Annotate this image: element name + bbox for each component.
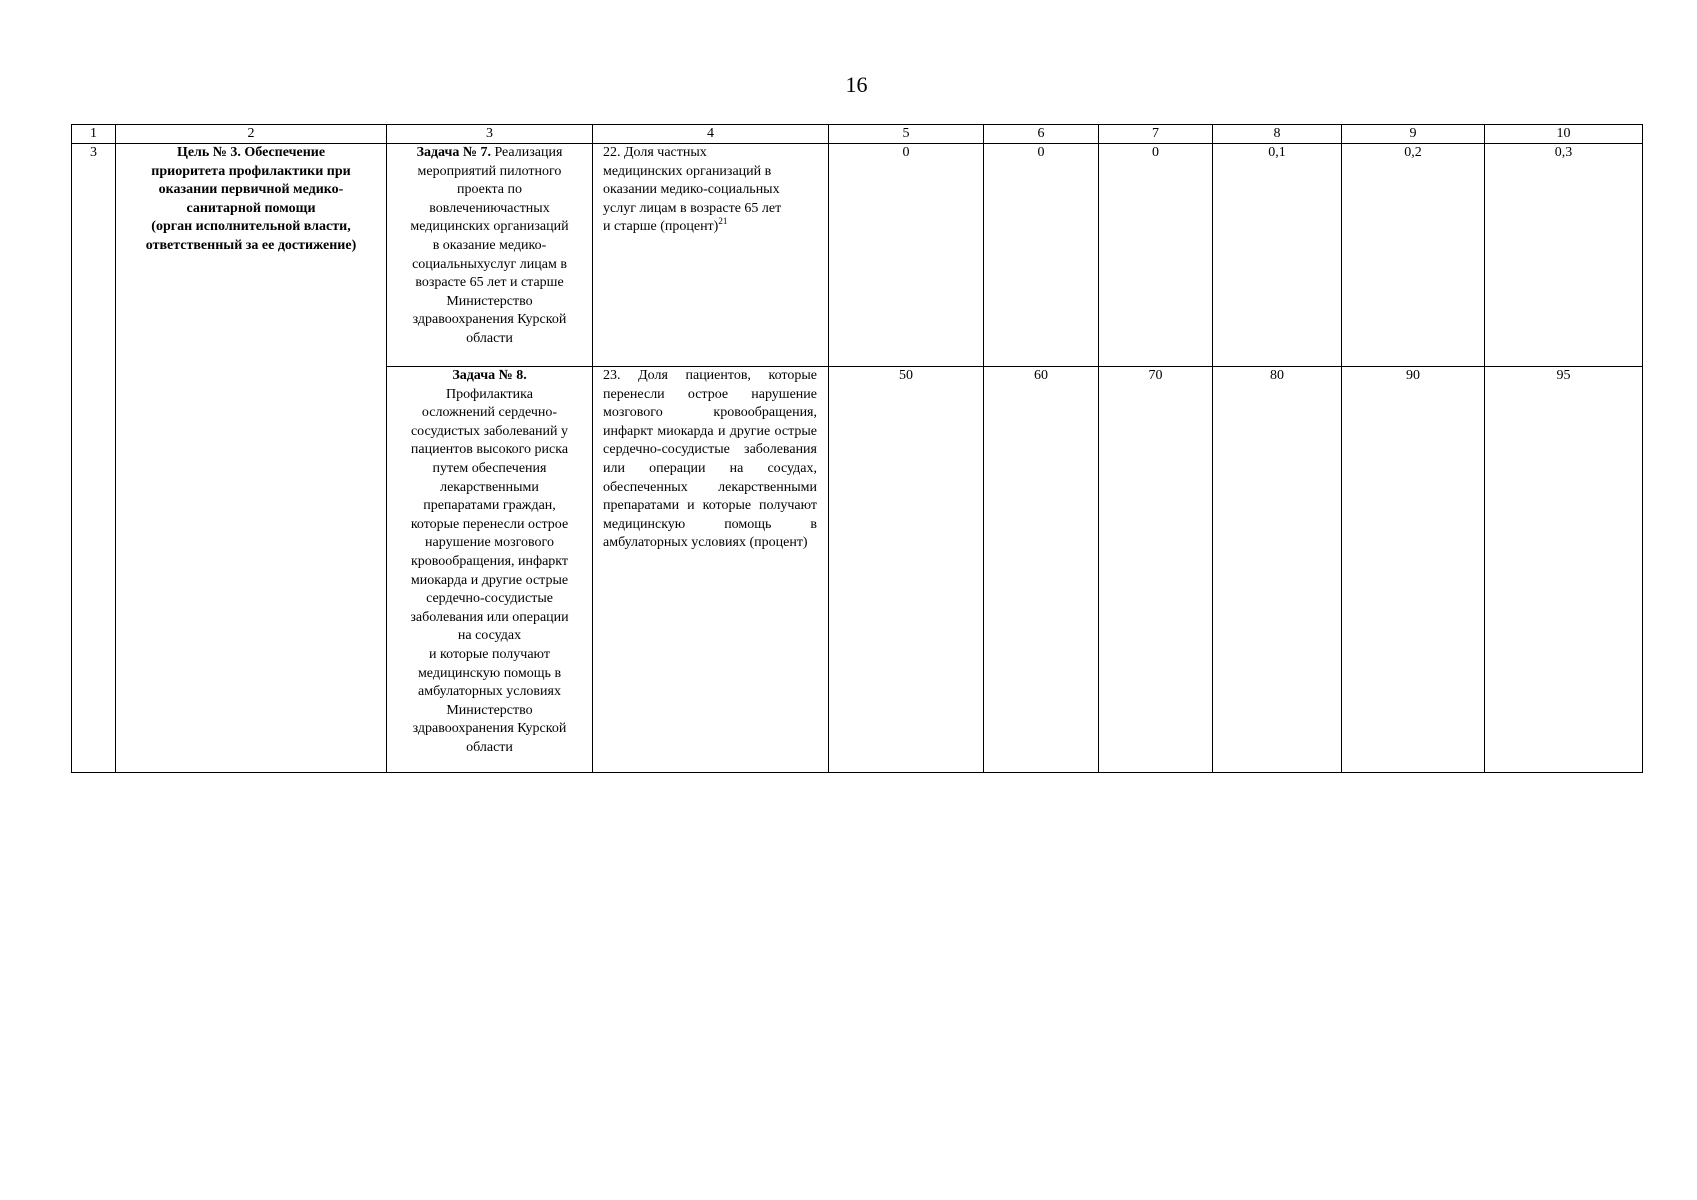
task-line: медицинскую помощь в — [417, 665, 562, 681]
column-header: 5 — [829, 125, 984, 144]
task-line: кровообращения, инфаркт — [410, 553, 569, 569]
indicator-line: 22. Доля частных — [603, 145, 707, 160]
task-line: мероприятий пилотного — [417, 163, 562, 179]
task-line: проекта по — [457, 182, 522, 198]
goal-line: санитарной помощи — [186, 200, 316, 216]
goal-line: приоритета профилактики при — [151, 163, 351, 179]
indicator-text: 23. Доля пациентов, которые перенесли острое нарушение мозгового кровообращения, инфаркт миокарда и другие острые сердечно-сосудистые заболевания или операции на сосудах, обеспеченных лекарственными препаратами и которые получают медицинскую помощь в амбулаторных условиях (процент) — [603, 368, 817, 551]
task-line: сосудистых заболеваний у — [410, 423, 569, 439]
value-cell: 50 — [829, 367, 984, 773]
indicator-line: услуг лицам в возрасте 65 лет — [603, 200, 782, 216]
value-cell: 0 — [1099, 144, 1213, 367]
task-line: амбулаторных условиях — [418, 684, 561, 700]
indicator-cell — [593, 367, 829, 773]
column-header: 2 — [116, 125, 387, 144]
footnote-ref: 21 — [718, 216, 728, 227]
task-cell — [387, 367, 593, 773]
task-line: которые перенесли острое — [410, 516, 569, 532]
task-line: Реализация — [494, 145, 563, 160]
column-header: 1 — [72, 125, 116, 144]
column-header: 7 — [1099, 125, 1213, 144]
task-title: Задача № 8. — [452, 368, 527, 383]
task-line: области — [466, 330, 513, 346]
value-cell: 0 — [984, 144, 1099, 367]
value-cell: 95 — [1485, 367, 1643, 773]
value-cell: 0,1 — [1213, 144, 1342, 367]
task-line: медицинских организаций — [410, 219, 569, 235]
task-line: и которые получают — [429, 646, 550, 662]
task-line: нарушение мозгового — [425, 535, 554, 551]
goal-line: оказании первичной медико- — [158, 182, 344, 198]
task-line: осложнений сердечно- — [421, 405, 558, 421]
value-cell: 0 — [829, 144, 984, 367]
row-number: 3 — [72, 144, 116, 773]
task-line: области — [466, 739, 513, 755]
task-line: вовлечениючастных — [429, 200, 550, 216]
column-header: 3 — [387, 125, 593, 144]
task-line: Министерство — [446, 702, 533, 718]
table-header-row — [72, 125, 1643, 144]
table-row — [72, 144, 1643, 367]
indicator-line: оказании медико-социальных — [603, 182, 780, 198]
indicator-line: медицинских организаций в — [603, 163, 772, 179]
task-line: сердечно-сосудистые — [426, 591, 553, 607]
page-number: 16 — [845, 72, 868, 97]
column-header: 8 — [1213, 125, 1342, 144]
task-line: Профилактика — [446, 386, 533, 402]
task-line: Министерство — [446, 293, 533, 309]
value-cell: 0,3 — [1485, 144, 1643, 367]
indicator-cell — [593, 144, 829, 367]
task-line: возрасте 65 лет и старше — [415, 275, 564, 291]
goal-line: Цель № 3. Обеспечение — [176, 145, 326, 160]
value-cell: 0,2 — [1342, 144, 1485, 367]
task-line: путем обеспечения — [432, 460, 547, 476]
value-cell: 90 — [1342, 367, 1485, 773]
task-line: миокарда и другие острые — [410, 572, 569, 588]
task-line: здравоохранения Курской — [412, 721, 567, 737]
goal-cell — [116, 144, 387, 773]
column-header: 4 — [593, 125, 829, 144]
value-cell: 60 — [984, 367, 1099, 773]
indicators-table — [71, 124, 1643, 773]
indicator-line: и старше (процент) — [603, 219, 719, 235]
task-cell — [387, 144, 593, 367]
value-cell: 70 — [1099, 367, 1213, 773]
task-line: здравоохранения Курской — [412, 312, 567, 328]
task-line: на сосудах — [457, 628, 522, 644]
task-line: лекарственными — [440, 479, 539, 495]
task-line: пациентов высокого риска — [410, 442, 569, 458]
column-header: 10 — [1485, 125, 1643, 144]
column-header: 6 — [984, 125, 1099, 144]
task-line: препаратами граждан, — [423, 498, 556, 514]
task-line: в оказание медико- — [432, 237, 547, 253]
value-cell: 80 — [1213, 367, 1342, 773]
task-line: социальныхуслуг лицам в — [412, 256, 567, 272]
task-line: заболевания или операции — [410, 609, 569, 625]
goal-line: ответственный за ее достижение) — [145, 237, 357, 253]
task-title: Задача № 7. — [416, 145, 491, 160]
goal-line: (орган исполнительной власти, — [151, 219, 351, 235]
column-header: 9 — [1342, 125, 1485, 144]
